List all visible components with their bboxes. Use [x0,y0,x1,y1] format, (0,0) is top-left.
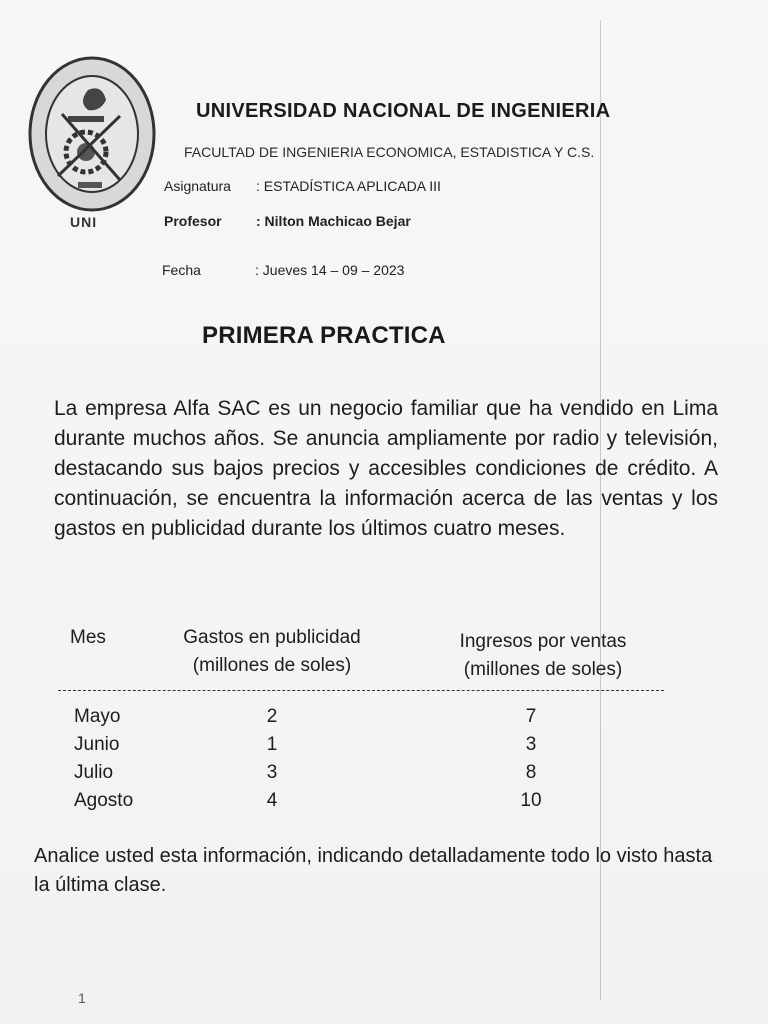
faculty-name: FACULTAD DE INGENIERIA ECONOMICA, ESTADISTICA Y C.S. [184,144,595,160]
table-cell-ingresos: 10 [520,790,542,811]
professor-row [164,213,411,229]
table-cell-mes: Mayo [74,706,121,727]
university-name: UNIVERSIDAD NACIONAL DE INGENIERIA [196,100,611,122]
table-cell-ingresos: 8 [525,762,537,783]
professor-value: : Nilton Machicao Bejar [256,213,411,229]
seal-caption: UNI [70,214,98,230]
table-header-gastos [160,624,384,680]
course-value: : ESTADÍSTICA APLICADA III [256,178,441,194]
university-seal-icon [28,56,156,212]
professor-label: Profesor [164,213,222,229]
table-header-ingresos-line1: Ingresos por ventas [459,631,627,652]
table-cell-mes: Junio [74,734,120,755]
table-cell-gastos: 2 [266,706,278,727]
table-cell-mes: Julio [74,762,114,783]
course-row [164,178,441,194]
table-header-ingresos [436,628,650,684]
table-header-mes: Mes [70,627,106,648]
table-cell-gastos: 3 [266,762,278,783]
table-divider [58,690,664,691]
table-cell-gastos: 4 [266,790,278,811]
date-label: Fecha [162,262,201,278]
table-header-gastos-line1: Gastos en publicidad [183,627,361,648]
date-row [162,262,404,278]
page-number: 1 [78,990,86,1006]
closing-instruction: Analice usted esta información, indicando detalladamente todo lo visto hasta la última clase. [34,845,713,896]
problem-paragraph: La empresa Alfa SAC es un negocio familiar que ha vendido en Lima durante muchos años. Se anuncia ampliamente por radio y televisión, destacando sus bajos precios y accesibles condiciones de crédito. A continuación, se encuentra la información acerca de las ventas y los gastos en publicidad durante los últimos cuatro meses. [54,397,718,540]
page-title: PRIMERA PRACTICA [202,322,446,349]
table-header-gastos-line2: (millones de soles) [192,655,352,676]
course-label: Asignatura [164,178,231,194]
table-cell-ingresos: 3 [525,734,537,755]
table-cell-gastos: 1 [266,734,278,755]
table-header-ingresos-line2: (millones de soles) [463,659,623,680]
table-cell-ingresos: 7 [525,706,537,727]
date-value: : Jueves 14 – 09 – 2023 [255,262,405,278]
table-cell-mes: Agosto [74,790,134,811]
